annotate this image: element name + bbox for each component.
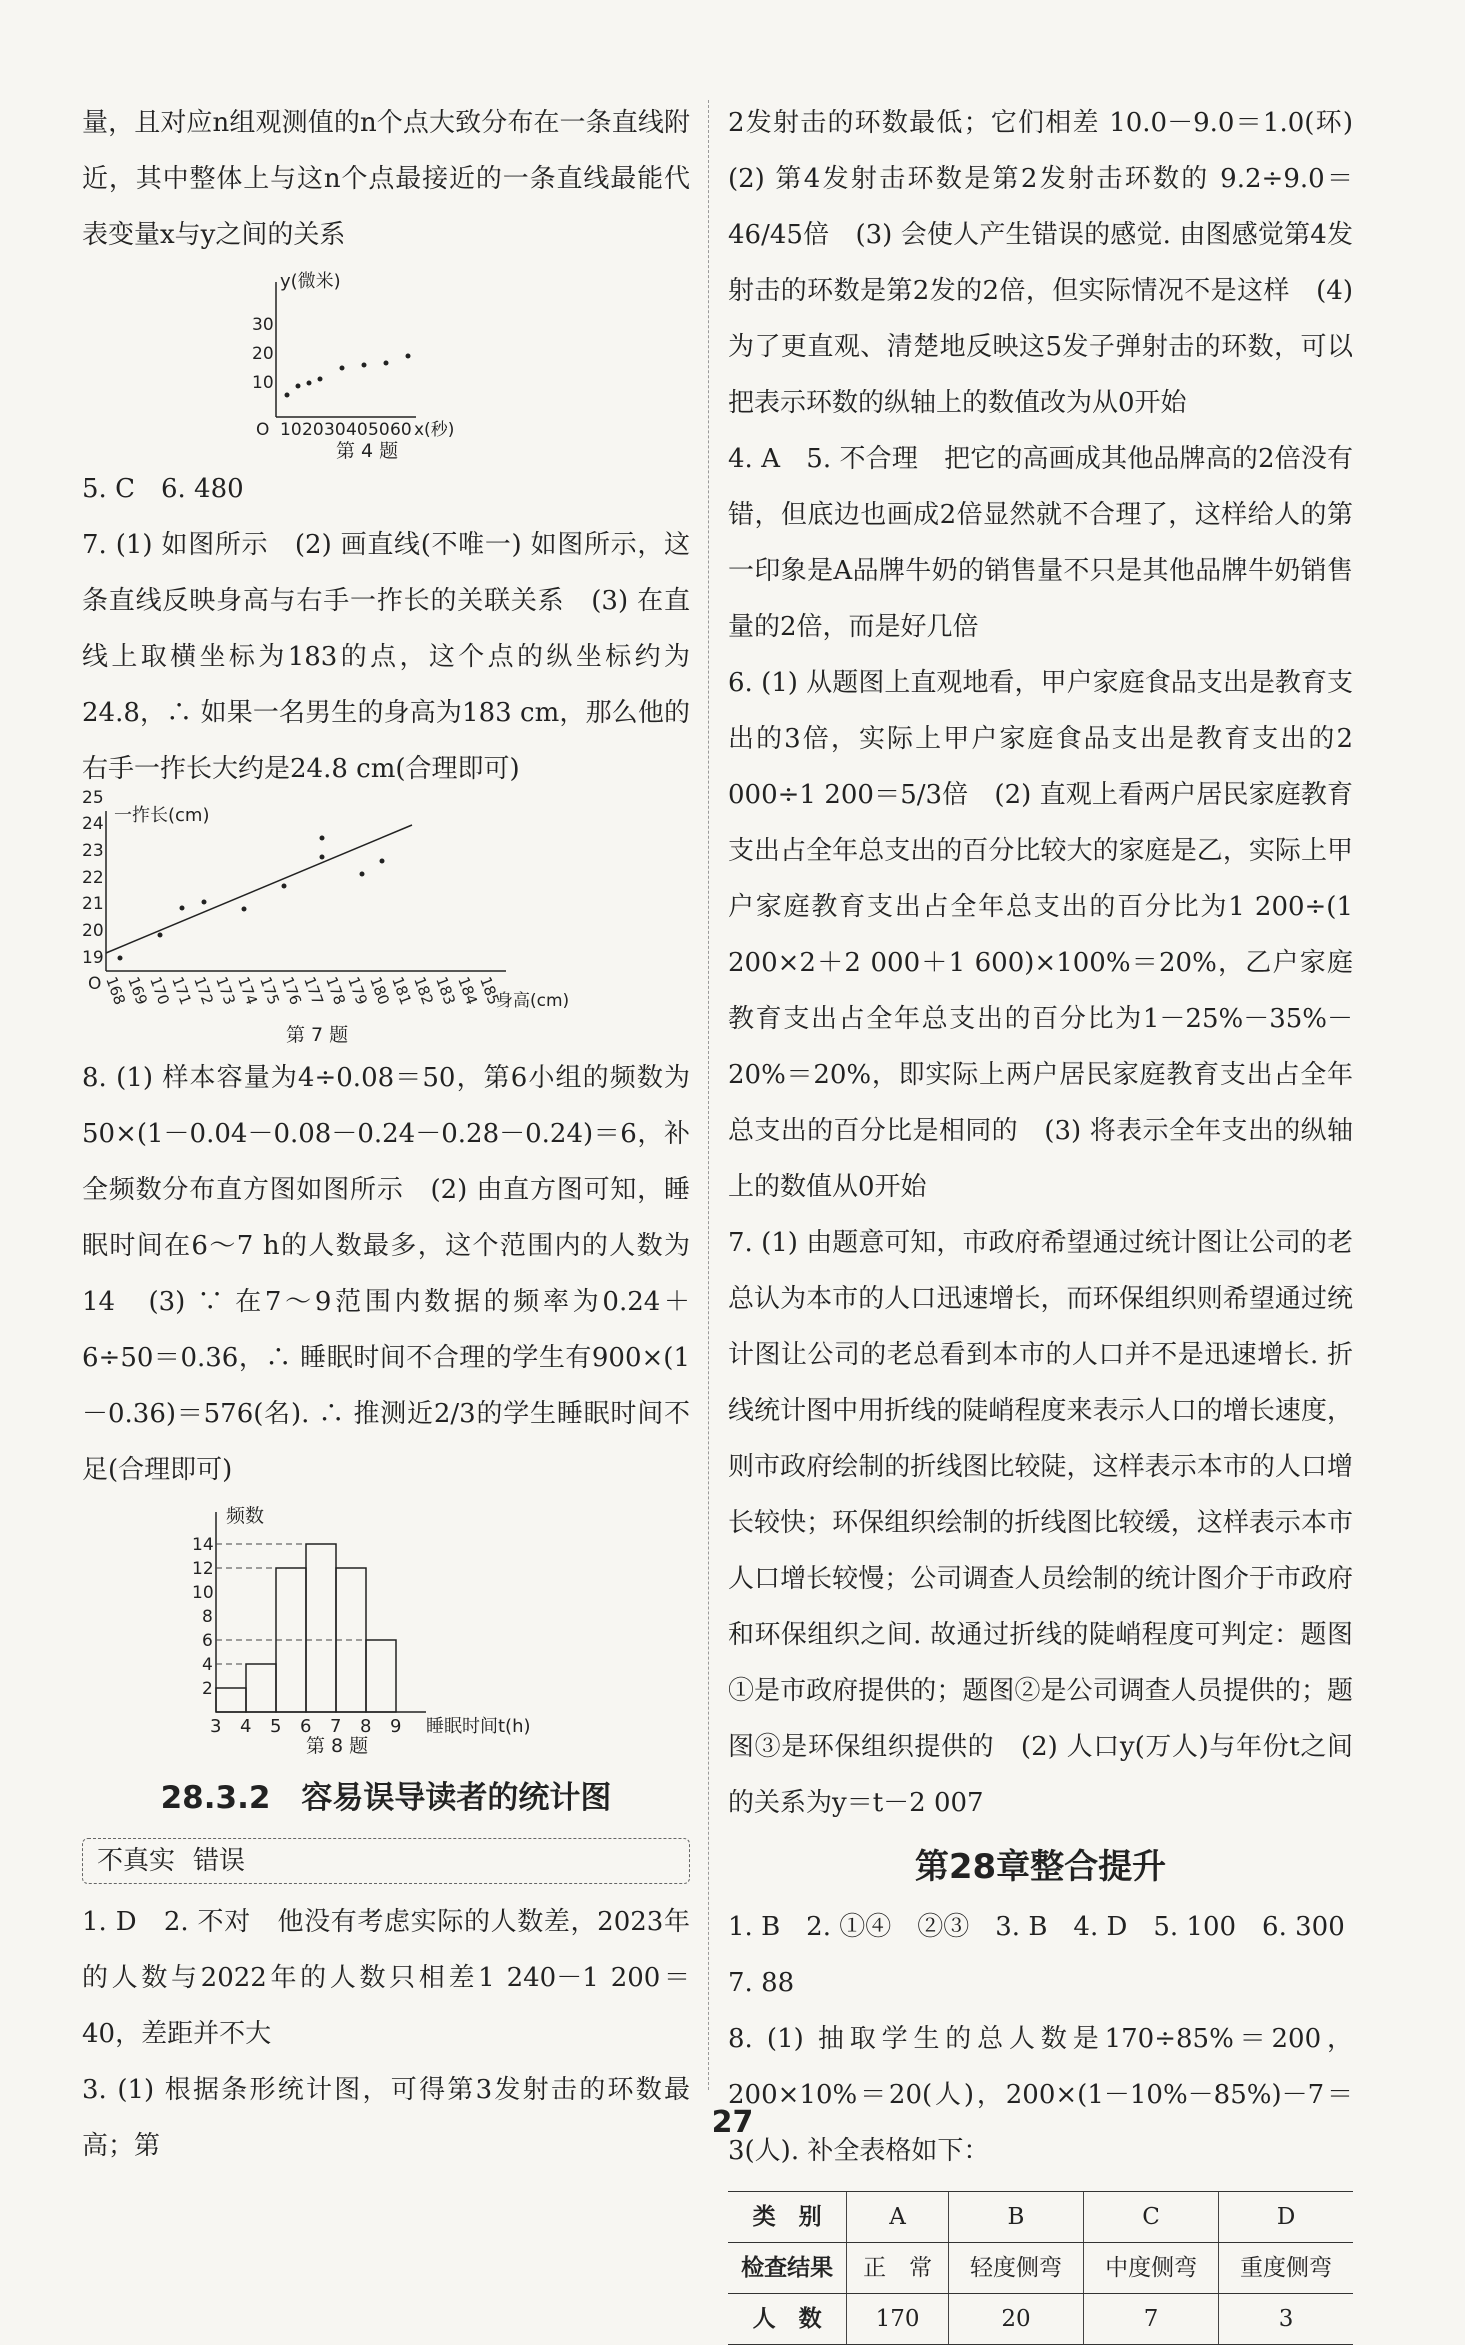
fig8-bar bbox=[366, 1640, 396, 1712]
answer-7-right: 7. (1) 由题意可知，市政府希望通过统计图让公司的老总认为本市的人口迅速增长，而环保组织则希望通过统计图让公司的老总看到本市的人口并不是迅速增长. 折线统计图中用折线的陡峭程度来表示人口的增长速度，则市政府绘制的折线图比较陡，这样表示本市的人口增长较快；环保组织绘制的折线图比较缓，这样表示本市人口增长较慢；公司调查人员绘制的统计图介于市政府和环保组织之间. 故通过折线的陡峭程度可判定：题图①是市政府提供的；题图②是公司调查人员提供的；题图③是环保组织提供的 (2) 人口y(万人)与年份t之间的关系为y＝t－2 007 bbox=[728, 1228, 1353, 1818]
table-cell: 3 bbox=[1219, 2294, 1353, 2345]
fig4-point bbox=[362, 363, 367, 368]
fig7-xtick: 178 bbox=[322, 974, 349, 1008]
fig8-ytick: 10 bbox=[192, 1583, 214, 1603]
fig7-point bbox=[282, 884, 287, 889]
fig7-point bbox=[380, 859, 385, 864]
answer-8-right: 8. (1) 抽取学生的总人数是170÷85%＝200，200×10%＝20(人)，200×(1－10%－85%)－7＝3(人). 补全表格如下： bbox=[728, 2024, 1353, 2166]
fig8-ytick: 8 bbox=[202, 1607, 213, 1627]
table-cell: C bbox=[1084, 2192, 1219, 2243]
fig8-ytick: 4 bbox=[202, 1655, 213, 1675]
fig7-xtick: 184 bbox=[454, 974, 481, 1008]
left-paragraph-1: 量，且对应n组观测值的n个点大致分布在一条直线附近，其中整体上与这n个点最接近的一条直线最能代表变量x与y之间的关系 bbox=[82, 108, 690, 250]
fig8-xtick: 3 bbox=[210, 1716, 222, 1737]
fig4-ytick: 20 bbox=[252, 344, 274, 364]
table-cell: 正 常 bbox=[847, 2243, 949, 2294]
table-cell: 7 bbox=[1084, 2294, 1219, 2345]
fig7-xtick: 171 bbox=[168, 974, 195, 1008]
fig4-caption: 第 4 题 bbox=[336, 440, 399, 462]
fig7-point bbox=[242, 907, 247, 912]
fig7-xtick: 180 bbox=[366, 974, 393, 1008]
answer-7: 7. (1) 如图所示 (2) 画直线(不唯一) 如图所示，这条直线反映身高与右手一拃长的关联关系 (3) 在直线上取横坐标为183的点，这个点的纵坐标约为24.8，∴ 如果一名男生的身高为183 cm，那么他的右手一拃长大约是24.8 cm(合理即可) bbox=[82, 530, 690, 784]
answer-7-value: 7. 88 bbox=[728, 1968, 795, 1998]
keyword: 错误 bbox=[193, 1846, 246, 1876]
fig8-bar bbox=[216, 1688, 246, 1712]
fig4-point bbox=[285, 393, 290, 398]
section-title: 28.3.2 容易误导读者的统计图 bbox=[160, 1780, 612, 1816]
fig7-ytick: 25 bbox=[82, 788, 104, 808]
fig7-xtick: 183 bbox=[432, 974, 459, 1008]
answer-8: 8. (1) 样本容量为4÷0.08＝50，第6小组的频数为50×(1－0.04－0.08－0.24－0.28－0.24)＝6，补全频数分布直方图如图所示 (2) 由直方图可知，睡眠时间在6～7 h的人数最多，这个范围内的人数为14 (3) ∵ 在7～9范围内数据的频率为0.24＋6÷50＝0.36，∴ 睡眠时间不合理的学生有900×(1－0.36)＝576(名). ∴ 推测近2/3的学生睡眠时间不足(合理即可) bbox=[82, 1063, 690, 1485]
fig4-point bbox=[384, 361, 389, 366]
fig4-point bbox=[307, 381, 312, 386]
fig7-point bbox=[180, 906, 185, 911]
fig7-ytick: 20 bbox=[82, 921, 104, 941]
fig4-point bbox=[318, 377, 323, 382]
table-cell: A bbox=[847, 2192, 949, 2243]
left-column bbox=[82, 95, 690, 2174]
fig7-xtick: 176 bbox=[278, 974, 305, 1008]
fig8-ytick: 2 bbox=[202, 1679, 213, 1699]
keyword-box bbox=[82, 1838, 690, 1884]
right-column bbox=[728, 95, 1380, 2345]
answer-1-2: 1. D 2. 不对 他没有考虑实际的人数差，2023年的人数与2022年的人数只相差1 240－1 200＝40，差距并不大 bbox=[82, 1907, 690, 2049]
fig7-point bbox=[320, 836, 325, 841]
fig7-caption: 第 7 题 bbox=[286, 1024, 349, 1046]
fig7-xtick: 179 bbox=[344, 974, 371, 1008]
answer-5-6: 5. C 6. 480 bbox=[82, 474, 244, 504]
page-number: 27 bbox=[711, 2105, 754, 2140]
fig8-ytick: 6 bbox=[202, 1631, 213, 1651]
fig7-point bbox=[202, 900, 207, 905]
fig7-point bbox=[320, 855, 325, 860]
fig7-ytick: 21 bbox=[82, 894, 104, 914]
column-divider bbox=[708, 100, 709, 2090]
fig8-caption: 第 8 题 bbox=[306, 1735, 369, 1757]
fig7-origin: O bbox=[88, 974, 102, 994]
answer-4-5: 4. A 5. 不合理 把它的高画成其他品牌高的2倍没有错，但底边也画成2倍显然就不合理了，这样给人的第一印象是A品牌牛奶的销售量不只是其他品牌牛奶销售量的2倍，而是好几倍 bbox=[728, 444, 1353, 642]
fig7-xtick: 172 bbox=[190, 974, 217, 1008]
fig7-xtick: 182 bbox=[410, 974, 437, 1008]
table-cell: D bbox=[1219, 2192, 1353, 2243]
fig7-fit-line bbox=[106, 825, 412, 953]
fig7-xtick: 169 bbox=[124, 974, 151, 1008]
keyword: 不真实 bbox=[97, 1846, 176, 1876]
fig4-xtick: 20 bbox=[302, 420, 324, 440]
fig7-xtick: 170 bbox=[146, 974, 173, 1008]
fig7-xtick: 177 bbox=[300, 974, 327, 1008]
fig4-xtick: 30 bbox=[324, 420, 346, 440]
fig7-xtick: 168 bbox=[102, 974, 129, 1008]
figure-7-scatter bbox=[82, 788, 686, 1046]
fig4-point bbox=[340, 366, 345, 371]
fig8-xlabel: 睡眠时间t(h) bbox=[426, 1716, 531, 1737]
fig8-xtick: 5 bbox=[270, 1716, 282, 1737]
table-cell: B bbox=[948, 2192, 1083, 2243]
fig7-xtick: 174 bbox=[234, 974, 261, 1008]
answer-3-continued: 2发射击的环数最低；它们相差 10.0－9.0＝1.0(环) (2) 第4发射击环数是第2发射击环数的 9.2÷9.0＝46/45倍 (3) 会使人产生错误的感觉. 由图感觉第4发射击的环数是第2发的2倍，但实际情况不是这样 (4) 为了更直观、清楚地反映这5发子弹射击的环数，可以把表示环数的纵轴上的数值改为从0开始 bbox=[728, 108, 1380, 418]
fig7-xlabel: 身高(cm) bbox=[496, 991, 570, 1011]
fig8-xtick: 9 bbox=[390, 1716, 402, 1737]
fig4-point bbox=[296, 384, 301, 389]
fig4-origin: O bbox=[256, 420, 270, 440]
answer-3-start: 3. (1) 根据条形统计图，可得第3发射击的环数最高；第 bbox=[82, 2075, 690, 2161]
answers-1-to-6: 1. B 2. ①④ ②③ 3. B 4. D 5. 100 6. 300 bbox=[728, 1912, 1345, 1942]
fig7-point bbox=[158, 933, 163, 938]
fig4-ylabel: y(微米) bbox=[280, 271, 341, 292]
table-cell: 人 数 bbox=[728, 2294, 847, 2345]
fig4-ytick: 10 bbox=[252, 373, 274, 393]
fig7-point bbox=[118, 956, 123, 961]
fig4-point bbox=[406, 354, 411, 359]
table-cell: 中度侧弯 bbox=[1084, 2243, 1219, 2294]
fig8-xtick: 4 bbox=[240, 1716, 252, 1737]
table-cell: 20 bbox=[948, 2294, 1083, 2345]
table-row bbox=[728, 2243, 1353, 2294]
fig7-ylabel: 一拃长(cm) bbox=[114, 805, 210, 826]
fig8-xtick: 8 bbox=[360, 1716, 372, 1737]
fig7-xtick: 173 bbox=[212, 974, 239, 1008]
fig8-ytick: 14 bbox=[192, 1535, 214, 1555]
figure-8-histogram bbox=[176, 1502, 596, 1757]
fig7-ytick: 22 bbox=[82, 868, 104, 888]
fig8-bar bbox=[246, 1664, 276, 1712]
fig8-bar bbox=[306, 1544, 336, 1712]
table-cell: 重度侧弯 bbox=[1219, 2243, 1353, 2294]
fig4-xtick: 60 bbox=[390, 420, 412, 440]
fig7-ytick: 24 bbox=[82, 814, 104, 834]
answer-6: 6. (1) 从题图上直观地看，甲户家庭食品支出是教育支出的3倍，实际上甲户家庭食品支出是教育支出的2 000÷1 200＝5/3倍 (2) 直观上看两户居民家庭教育支出占全年总支出的百分比较大的家庭是乙，实际上甲户家庭教育支出占全年总支出的百分比为1 200÷(1 200×2＋2 000＋1 600)×100%＝20%，乙户家庭教育支出占全年总支出的百分比为1－25%－35%－20%＝20%，即实际上两户居民家庭教育支出占全年总支出的百分比是相同的 (3) 将表示全年支出的纵轴上的数值从0开始 bbox=[728, 668, 1353, 1202]
fig8-ylabel: 频数 bbox=[226, 1505, 265, 1527]
chapter-title: 第28章整合提升 bbox=[914, 1847, 1167, 1887]
table-cell: 170 bbox=[847, 2294, 949, 2345]
table-row bbox=[728, 2294, 1353, 2345]
fig7-xtick: 185 bbox=[476, 974, 503, 1008]
fig4-ytick: 30 bbox=[252, 315, 274, 335]
fig4-xtick: 10 bbox=[280, 420, 302, 440]
fig4-xlabel: x(秒) bbox=[414, 420, 455, 440]
table-row bbox=[728, 2192, 1353, 2243]
fig8-ytick: 12 bbox=[192, 1559, 214, 1579]
fig7-xtick: 175 bbox=[256, 974, 283, 1008]
fig4-xtick: 50 bbox=[368, 420, 390, 440]
table-cell: 轻度侧弯 bbox=[948, 2243, 1083, 2294]
fig7-ytick: 19 bbox=[82, 948, 104, 968]
fig4-xtick: 40 bbox=[346, 420, 368, 440]
fig7-ytick: 23 bbox=[82, 841, 104, 861]
fig7-point bbox=[360, 872, 365, 877]
figure-4-scatter bbox=[236, 267, 536, 462]
fig7-xtick: 181 bbox=[388, 974, 415, 1008]
result-table bbox=[728, 2191, 1353, 2345]
table-cell: 类 别 bbox=[728, 2192, 847, 2243]
fig8-xtick: 6 bbox=[300, 1716, 312, 1737]
table-cell: 检查结果 bbox=[728, 2243, 847, 2294]
fig8-xtick: 7 bbox=[330, 1716, 342, 1737]
